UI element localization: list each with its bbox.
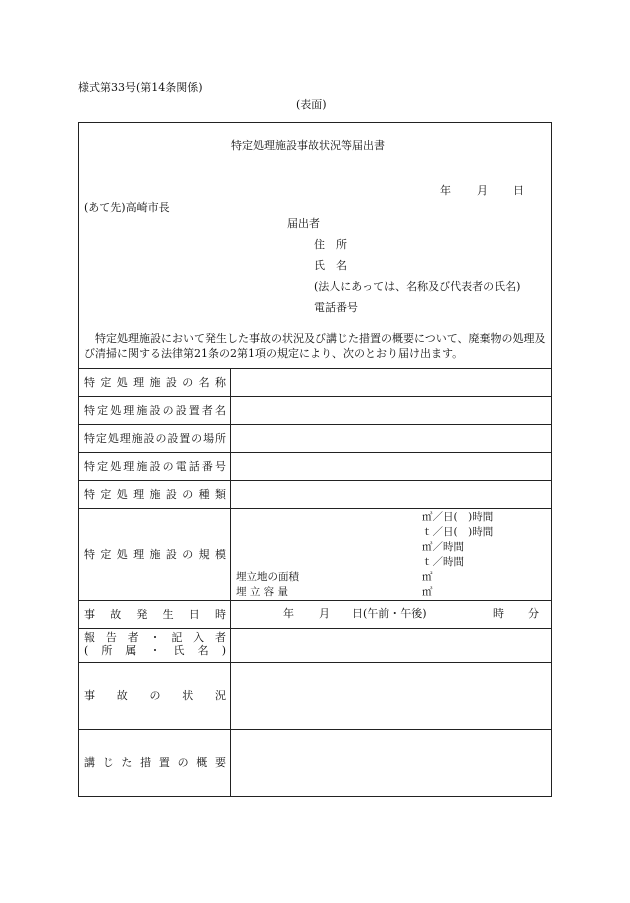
occurrence-hour: 時 xyxy=(493,607,504,620)
row-label-facility-name: 特定処理施設の名称 xyxy=(84,375,226,389)
occurrence-year: 年 xyxy=(283,607,294,620)
date-month: 月 xyxy=(477,184,488,197)
occurrence-minute: 分 xyxy=(528,607,539,620)
reporter-line-1: 報告者・記入者 xyxy=(84,631,226,644)
notifier-phone-label: 電話番号 xyxy=(314,301,358,314)
row-label-reporter xyxy=(84,631,226,657)
row-label-installer: 特定処理施設の設置者名 xyxy=(84,403,226,417)
row-label-scale: 特定処理施設の規模 xyxy=(84,547,226,561)
location-field[interactable] xyxy=(231,425,551,452)
row-label-occurrence-date: 事故発生日時 xyxy=(84,607,226,621)
form-number: 様式第33号(第14条関係) xyxy=(78,81,203,94)
form-title: 特定処理施設事故状況等届出書 xyxy=(231,139,385,152)
landfill-area-label: 埋立地の面積 xyxy=(236,571,299,583)
notifier-heading: 届出者 xyxy=(287,217,320,230)
side-label: (表面) xyxy=(296,98,327,111)
installer-field[interactable] xyxy=(231,397,551,424)
row-label-type: 特定処理施設の種類 xyxy=(84,487,226,501)
reporter-field[interactable] xyxy=(231,629,551,662)
landfill-area-unit: ㎡ xyxy=(422,571,433,583)
scale-unit-4: ｔ／時間 xyxy=(422,556,464,568)
facility-name-field[interactable] xyxy=(231,369,551,396)
measures-field[interactable] xyxy=(231,730,551,796)
situation-field[interactable] xyxy=(231,663,551,729)
date-year: 年 xyxy=(440,184,451,197)
occurrence-month: 月 xyxy=(319,607,330,620)
row-label-situation: 事故の状況 xyxy=(84,689,226,702)
landfill-capacity-label: 埋 立 容 量 xyxy=(236,586,289,598)
type-field[interactable] xyxy=(231,481,551,508)
occurrence-day-ampm: 日(午前・午後) xyxy=(352,607,427,620)
row-label-location: 特定処理施設の設置の場所 xyxy=(84,431,226,445)
addressee: (あて先)高崎市長 xyxy=(84,201,170,214)
reporter-line-2: (所属・氏名) xyxy=(84,644,226,657)
date-day: 日 xyxy=(513,184,524,197)
landfill-capacity-unit: ㎥ xyxy=(422,586,433,598)
scale-unit-2: ｔ／日( )時間 xyxy=(422,526,494,538)
notifier-corp-note: (法人にあっては、名称及び代表者の氏名) xyxy=(314,280,521,293)
phone-field[interactable] xyxy=(231,453,551,480)
body-text: 特定処理施設において発生した事故の状況及び講じた措置の概要について、廃棄物の処理及び清掃に関する法律第21条の2第1項の規定により、次のとおり届け出ます。 xyxy=(84,332,546,360)
scale-unit-3: ㎥／時間 xyxy=(422,541,464,553)
notifier-address-label: 住 所 xyxy=(314,238,347,251)
row-label-phone: 特定処理施設の電話番号 xyxy=(84,459,226,473)
notifier-name-label: 氏 名 xyxy=(314,259,347,272)
scale-unit-1: ㎥／日( )時間 xyxy=(422,511,494,523)
row-label-measures: 講じた措置の概要 xyxy=(84,756,226,769)
